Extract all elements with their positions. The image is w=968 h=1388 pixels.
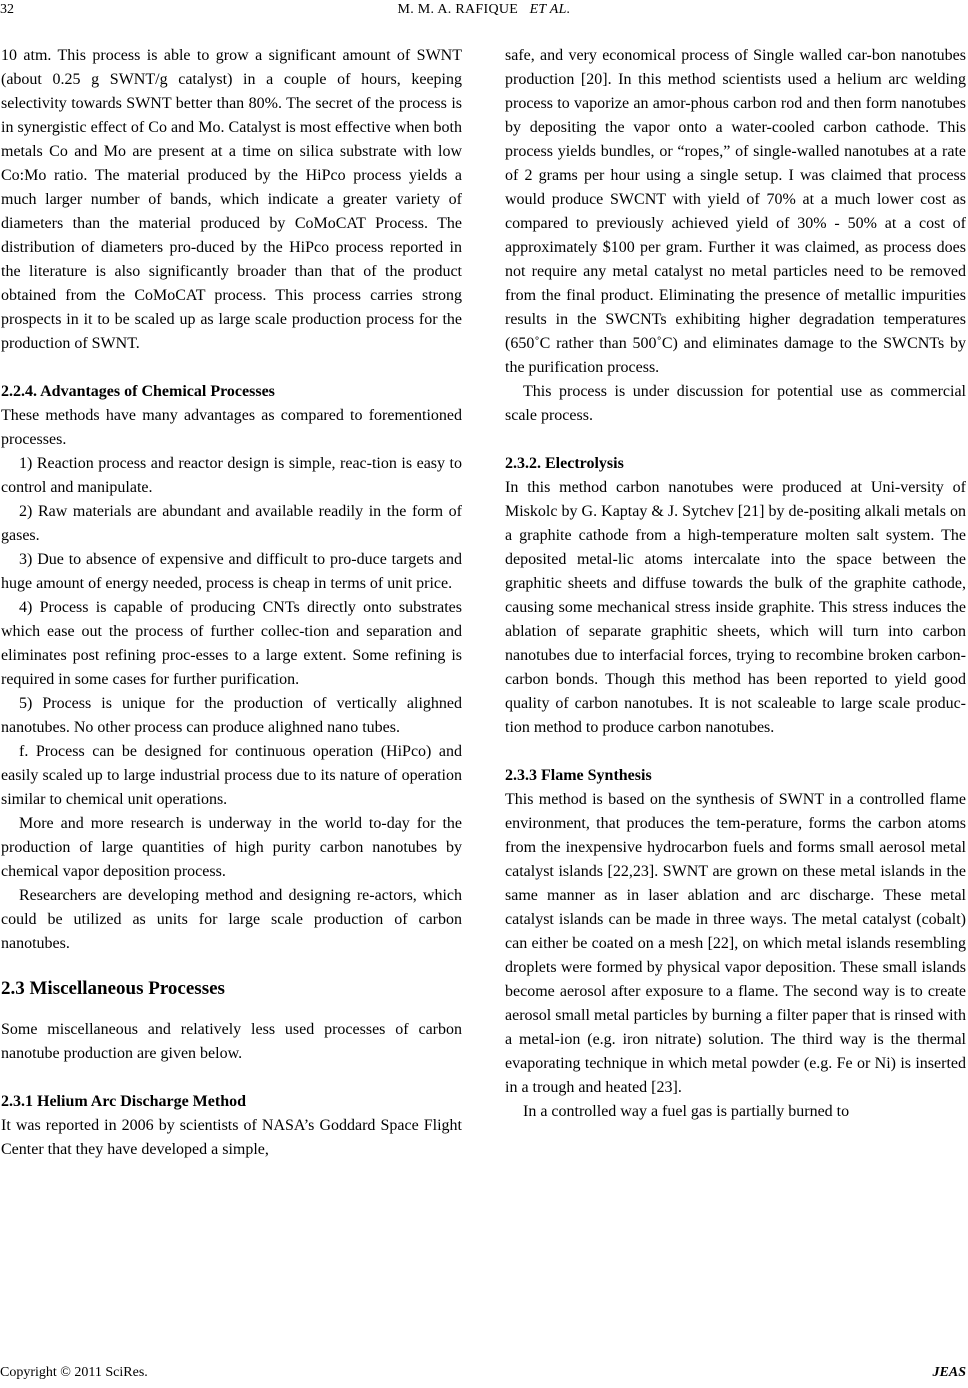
- paragraph-hipco-intro: 10 atm. This process is able to grow a significant amount of SWNT (about 0.25 g SWNT/g catalyst) in a couple of hours, keeping selectivity towards SWNT better than 80%. The secret of the process is in synergistic effect of Co and Mo. Catalyst is most effective when both metals Co and Mo are present at a time on silica substrate with low Co:Mo ratio. The material produced by the HiPco process yields a much larger number of bands, which indicate a greater variety of diameters than the material produced by CoMoCAT Process. The distribution of diameters pro-duced by the HiPco process reported in the literature is also significantly broader than that of the product obtained from the CoMoCAT process. This process carries strong prospects in it to be scaled up as large scale production process for the production of SWNT.: [1, 47, 462, 352]
- footer-journal: JEAS: [932, 1365, 966, 1380]
- advantage-item-5: 5) Process is unique for the production of vertically alighned nanotubes. No other process can produce alighned nano tubes.: [1, 695, 462, 736]
- advantage-item-1: 1) Reaction process and reactor design is simple, reac-tion is easy to control and manipulate.: [1, 455, 462, 496]
- advantage-item-3: 3) Due to absence of expensive and difficult to pro-duce targets and huge amount of energy needed, process is cheap in terms of unit price.: [1, 551, 462, 592]
- paragraph-helium-arc: It was reported in 2006 by scientists of NASA’s Goddard Space Flight Center that they have developed a simple,: [1, 1117, 462, 1158]
- heading-2-3-2: 2.3.2. Electrolysis: [505, 455, 624, 472]
- paragraph-electrolysis: In this method carbon nanotubes were produced at Uni-versity of Miskolc by G. Kaptay & J. Sytchev [21] by de-positing alkali metals on a graphite cathode from a high-temperature molten salt system. The deposited metal-lic atoms intercalate into the space between the graphitic sheets and diffuse towards the bulk of the graphite cathode, causing some mechanical stress inside graphite. This stress induces the ablation of separate graphitic sheets, which will turn into carbon nanotubes due to interfacial forces, trying to recombine broken carbon-carbon bonds. Though this method has been reported to yield good quality of carbon nanotubes. It is not scaleable to large scale produc-tion method to produce carbon nanotubes.: [505, 479, 966, 736]
- heading-2-3: 2.3 Miscellaneous Processes: [1, 978, 225, 999]
- paragraph-more-research: More and more research is underway in the world to-day for the production of large quantities of high purity carbon nanotubes by chemical vapor deposition process.: [1, 815, 462, 880]
- right-column: [505, 44, 966, 1124]
- advantage-item-2: 2) Raw materials are abundant and available readily in the form of gases.: [1, 503, 462, 544]
- paragraph-misc: Some miscellaneous and relatively less used processes of carbon nanotube production are given below.: [1, 1021, 462, 1062]
- paragraph-flame-synthesis: This method is based on the synthesis of SWNT in a controlled flame environment, that produces the tem-perature, forms the carbon atoms from the inexpensive hydrocarbon fuels and forms small aerosol metal catalyst islands [22,23]. SWNT are grown on these metal islands in the same manner as in laser ablation and arc discharge. These metal catalyst islands can be made in three ways. The metal catalyst (cobalt) can either be coated on a mesh [22], on which metal islands resembling droplets were formed by physical vapor deposition. These small islands become aerosol after exposure to a flame. The second way is to create aerosol small metal particles by burning a filter paper that is rinsed with a metal-ion (e.g. iron nitrate) solution. The third way is the thermal evaporating technique in which metal powder (e.g. Fe or Ni) is inserted in a trough and heated [23].: [505, 791, 966, 1096]
- paragraph-researchers: Researchers are developing method and designing re-actors, which could be utilized as units for large scale production of carbon nanotubes.: [1, 887, 462, 952]
- paragraph-helium-arc-cont: safe, and very economical process of Single walled car-bon nanotubes production [20]. In this method scientists used a helium arc welding process to vaporize an amor-phous carbon rod and then form nanotubes by depositing the vapor onto a water-cooled carbon cathode. This process yields bundles, or “ropes,” of single-walled nanotubes at a rate of 2 grams per hour using a single setup. I was claimed that process would produce SWCNT with yield of 70% at a much lower cost as compared to previously achieved yield of 30% - 50% at a cost of approximately $100 per gram. Further it was claimed, as process does not require any metal catalyst no metal particles need to be removed from the final product. Eliminating the presence of metallic impurities results in the SWCNTs exhibiting higher degradation temperatures (650˚C rather than 500˚C) and eliminates damage to the SWCNTs by the purification process.: [505, 47, 966, 376]
- advantage-item-f: f. Process can be designed for continuous operation (HiPco) and easily scaled up to large industrial process due to its nature of operation similar to chemical unit operations.: [1, 743, 462, 808]
- running-head: [0, 2, 968, 18]
- paragraph-fuel-gas: In a controlled way a fuel gas is partially burned to: [523, 1103, 850, 1120]
- page-number: 32: [0, 2, 14, 17]
- running-head-etal: ET AL.: [529, 2, 571, 17]
- running-head-authors: M. M. A. RAFIQUE: [397, 2, 519, 17]
- left-column: [1, 44, 462, 1162]
- heading-2-2-4: 2.2.4. Advantages of Chemical Processes: [1, 383, 275, 400]
- footer-copyright: Copyright © 2011 SciRes.: [0, 1365, 148, 1380]
- heading-2-3-3: 2.3.3 Flame Synthesis: [505, 767, 652, 784]
- paragraph-discussion: This process is under discussion for potential use as commercial scale process.: [505, 383, 966, 424]
- heading-2-3-1: 2.3.1 Helium Arc Discharge Method: [1, 1093, 247, 1110]
- paragraph-advantages: These methods have many advantages as compared to forementioned processes.: [1, 407, 462, 448]
- advantage-item-4: 4) Process is capable of producing CNTs directly onto substrates which ease out the process of further collec-tion and separation and eliminates post refining proc-esses to a large extent. Some refining is required in some cases for further purification.: [1, 599, 462, 688]
